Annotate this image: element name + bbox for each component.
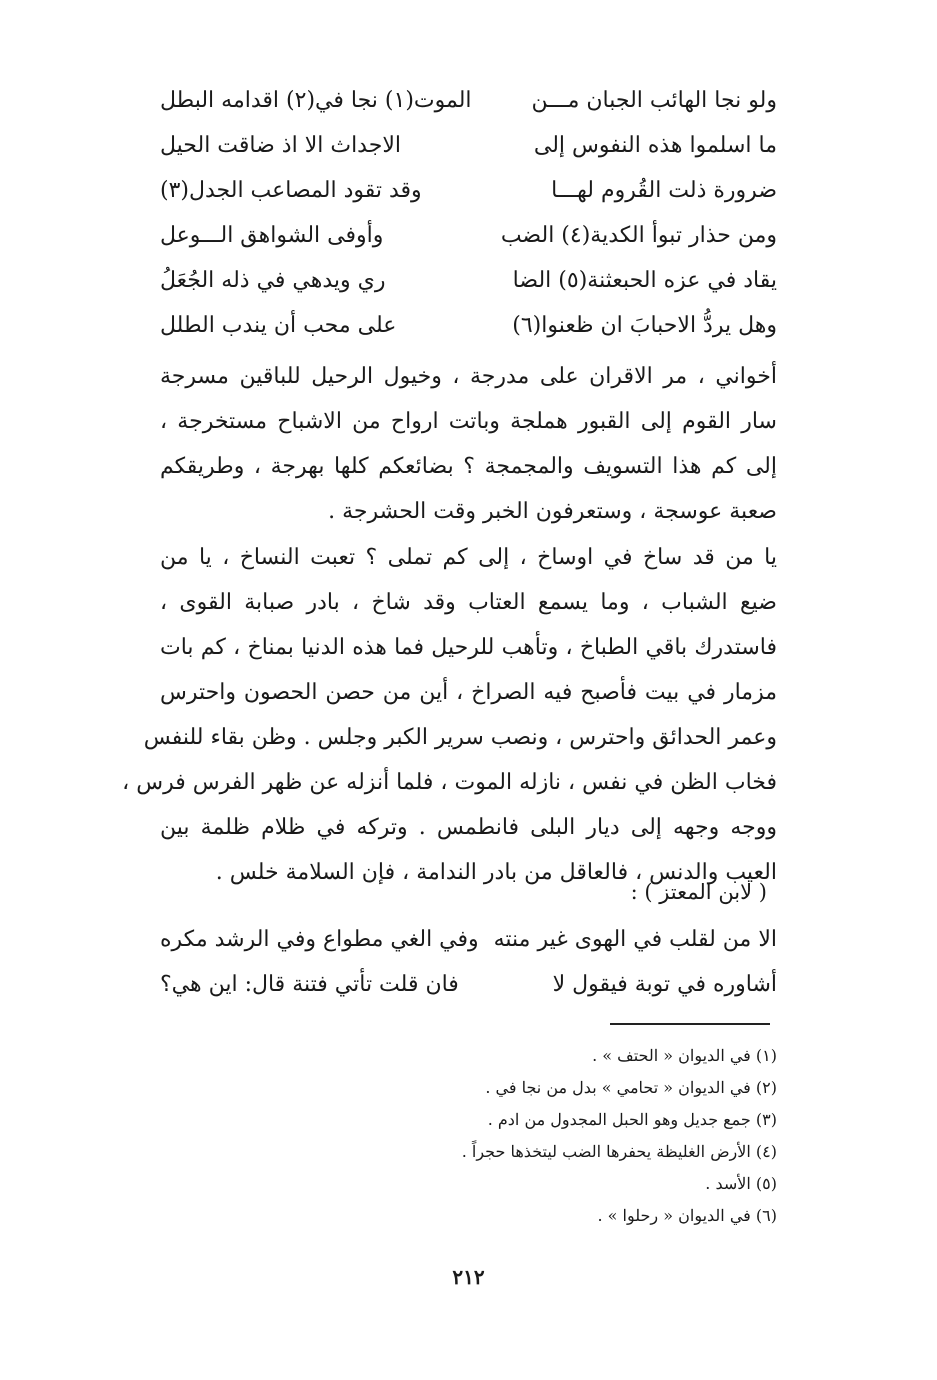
footnote-divider [610,1023,770,1025]
paragraph-line: سار القوم إلى القبور هملجة وباتت ارواح من الاشباح مستخرجة ، [160,409,777,434]
verse-line [160,168,777,213]
paragraph-line: وعمر الحدائق واحترس ، ونصب سرير الكبر وجلس . وظن بقاء للنفس [143,725,777,750]
footnote: (٤) الأرض الغليظة يحفرها الضب ليتخذها حجراً . [461,1142,777,1161]
verse-hemistich-first: ومن حذار تبوأ الكدية(٤) الضب [500,223,777,248]
footnotes [160,1040,777,1232]
paragraph-line: فخاب الظن في نفس ، نازله الموت ، فلما أنزله عن ظهر الفرس فرس ، [122,770,777,795]
verse-line [160,258,777,303]
verse-hemistich-second: وقد تقود المصاعب الجدل(٣) [160,178,422,203]
verse-line [160,917,777,962]
verse-hemistich-first: يقاد في عزه الحبعثنة(٥) الضا [512,268,777,293]
verse-hemistich-second: الاجداث الا اذ ضاقت الحيل [160,133,401,158]
poem-verses-top [160,78,777,348]
footnote: (٥) الأسد . [705,1174,777,1193]
paragraph-line: أخواني ، مر الاقران على مدرجة ، وخيول الرحيل للباقين مسرجة [160,364,777,389]
paragraph-line: ووجه وجهه إلى ديار البلى فانطمس . وتركه في ظلام ظلمة بين [160,815,777,840]
verse-line [160,213,777,258]
verse-line [160,303,777,348]
footnote: (٢) في الديوان « تحامي » بدل من نجا في . [485,1078,777,1097]
verse-hemistich-second: وفي الغي مطواع وفي الرشد مكره [160,927,479,952]
verse-line [160,123,777,168]
poem-attribution-heading: ( لابن المعتز ) : [630,880,767,904]
paragraph-line: العيب والدنس ، فالعاقل من بادر الندامة ، فإن السلامة خلس . [215,860,777,885]
verse-hemistich-first: ما اسلموا هذه النفوس إلى [533,133,777,158]
verse-hemistich-second: ري ويدهي في ذله الجُعَلُ [160,268,386,293]
footnote: (٦) في الديوان « رحلوا » . [597,1206,777,1225]
paragraph-line: إلى كم هذا التسويف والمجمجة ؟ بضائعكم كلها بهرجة ، وطريقكم [160,454,777,479]
verse-line [160,78,777,123]
paragraph-line: ضيع الشباب ، وما يسمع العتاب وقد شاخ ، بادر صبابة القوى ، [160,590,777,615]
footnote: (١) في الديوان « الحتف » . [592,1046,777,1065]
paragraph-line: صعبة عوسجة ، وستعرفون الخبر وقت الحشرجة . [328,499,777,524]
poem-verses-bottom [160,917,777,1007]
verse-hemistich-second: فان قلت تأتي فتنة قال: اين هي؟ [160,972,459,997]
paragraph-line: فاستدرك باقي الطباخ ، وتأهب للرحيل فما هذه الدنيا بمناخ ، كم بات [160,635,777,660]
paragraph-line: يا من قد ساخ في اوساخ ، إلى كم تملى ؟ تعبت النساخ ، يا من [160,545,777,570]
verse-hemistich-first: ولو نجا الهائب الجبان مـــن [531,88,777,113]
verse-hemistich-second: وأوفى الشواهق الـــوعل [160,223,384,248]
prose-paragraph-2 [122,535,777,895]
verse-hemistich-second: الموت(١) نجا في(٢) اقدامه البطل [160,88,472,113]
paragraph-line: مزمار في بيت فأصبح فيه الصراخ ، أين من حصن الحصون واحترس [160,680,777,705]
verse-hemistich-first: ضرورة ذلت القُروم لهـــا [551,178,777,203]
footnote: (٣) جمع جديل وهو الحبل المجدول من ادم . [487,1110,777,1129]
prose-paragraph-1 [160,354,777,534]
verse-hemistich-first: الا من لقلب في الهوى غير منته [493,927,777,952]
verse-line [160,962,777,1007]
verse-hemistich-first: وهل يردُّ الاحبابَ ان ظعنوا(٦) [512,313,777,338]
page-number: ٢١٢ [452,1265,485,1289]
verse-hemistich-second: على محب أن يندب الطلل [160,313,397,338]
verse-hemistich-first: أشاوره في توبة فيقول لا [552,972,777,997]
